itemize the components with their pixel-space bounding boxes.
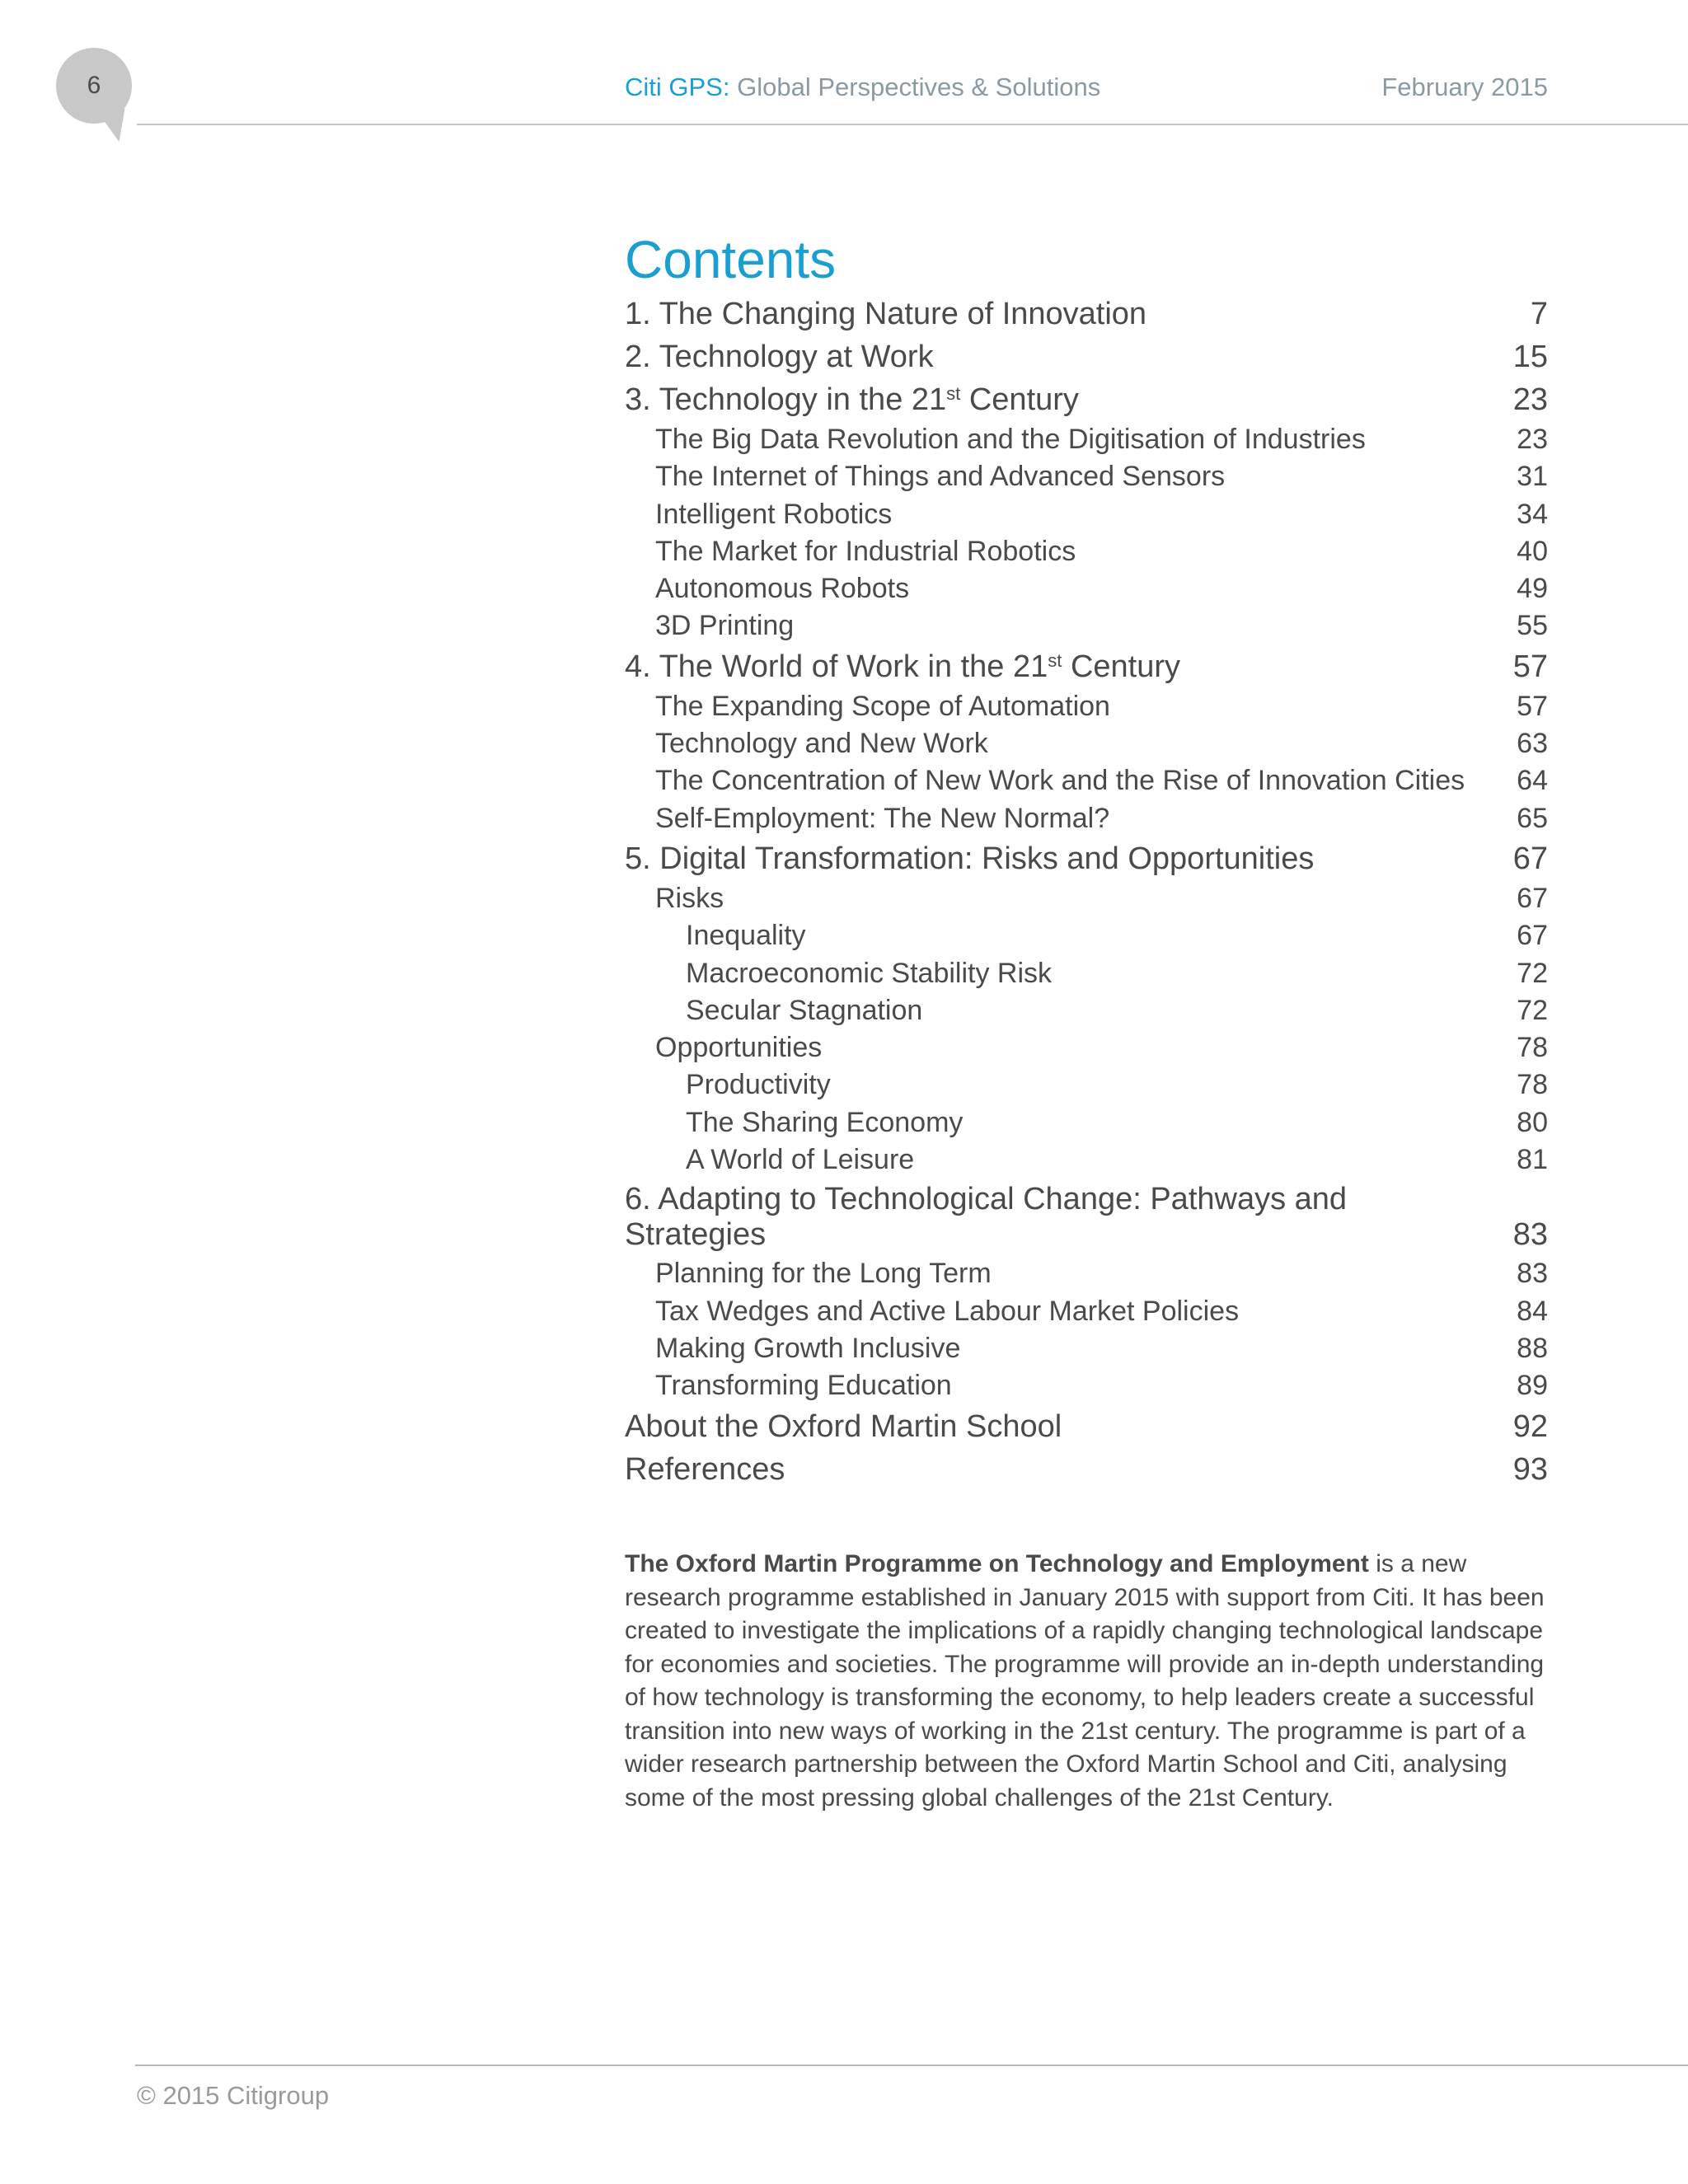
toc-entry[interactable] bbox=[625, 458, 1548, 495]
toc-entry[interactable] bbox=[625, 607, 1548, 644]
header-divider bbox=[137, 124, 1688, 125]
page-number: 6 bbox=[87, 72, 101, 99]
toc-entry-page: 31 bbox=[1517, 461, 1548, 493]
header-brand bbox=[625, 73, 1100, 102]
toc-list bbox=[625, 293, 1548, 1491]
toc-entry-title: Opportunities bbox=[655, 1032, 823, 1064]
toc-entry[interactable] bbox=[625, 421, 1548, 458]
about-lead: The Oxford Martin Programme on Technology and Employment bbox=[625, 1550, 1369, 1577]
toc-entry-page: 23 bbox=[1517, 424, 1548, 455]
toc-entry-title: References bbox=[625, 1451, 785, 1487]
toc-entry[interactable] bbox=[625, 335, 1548, 378]
toc-entry-title: About the Oxford Martin School bbox=[625, 1408, 1062, 1444]
toc-entry-title: Technology and New Work bbox=[655, 728, 988, 760]
toc-entry[interactable] bbox=[625, 880, 1548, 917]
toc-entry-page: 7 bbox=[1530, 297, 1548, 331]
about-body: is a new research programme established in January 2015 with support from Citi. It has been created to investigate the implications of a rapidly changing technological landscape for economies and societies. The programme will provide an in-depth understanding of how technology is transforming the economy, to help leaders create a successful transition into new ways of working in the 21st century. The programme is part of a wider research partnership between the Oxford Martin School and Citi, analysing some of the most pressing global challenges of the 21st Century. bbox=[625, 1550, 1545, 1811]
toc-entry-page: 81 bbox=[1517, 1144, 1548, 1176]
toc-entry-title: The Internet of Things and Advanced Sensors bbox=[655, 461, 1226, 493]
toc-entry-superscript: st bbox=[1048, 649, 1062, 671]
toc-entry-title: A World of Leisure bbox=[686, 1144, 915, 1176]
toc-entry-title: Productivity bbox=[686, 1069, 831, 1101]
toc-entry[interactable] bbox=[625, 1029, 1548, 1066]
toc-entry-page: 80 bbox=[1517, 1106, 1548, 1138]
page-number-badge bbox=[56, 48, 132, 124]
toc-entry-title-part: Century bbox=[1062, 649, 1181, 684]
toc-entry[interactable] bbox=[625, 1141, 1548, 1179]
contents-title: Contents bbox=[625, 230, 837, 289]
toc-entry[interactable] bbox=[625, 992, 1548, 1029]
toc-entry-page: 93 bbox=[1512, 1451, 1548, 1487]
toc-entry-page: 40 bbox=[1517, 535, 1548, 567]
about-paragraph bbox=[625, 1548, 1550, 1815]
toc-entry[interactable] bbox=[625, 1293, 1548, 1330]
toc-entry[interactable] bbox=[625, 570, 1548, 607]
toc-entry-title: 2. Technology at Work bbox=[625, 340, 934, 374]
toc-entry[interactable] bbox=[625, 1104, 1548, 1141]
toc-entry-title: 6. Adapting to Technological Change: Pathways and Strategies bbox=[625, 1182, 1348, 1253]
toc-entry[interactable] bbox=[625, 1405, 1548, 1448]
toc-entry[interactable] bbox=[625, 1330, 1548, 1367]
header-date: February 2015 bbox=[1381, 73, 1548, 101]
brand-tagline: Global Perspectives & Solutions bbox=[737, 73, 1101, 101]
toc-entry-title: 5. Digital Transformation: Risks and Opportunities bbox=[625, 841, 1315, 876]
toc-entry-title: Self-Employment: The New Normal? bbox=[655, 802, 1110, 834]
toc-entry[interactable] bbox=[625, 917, 1548, 954]
toc-entry-title: The Sharing Economy bbox=[686, 1106, 964, 1138]
toc-entry[interactable] bbox=[625, 837, 1548, 880]
toc-entry-title: Planning for the Long Term bbox=[655, 1258, 992, 1290]
toc-entry-page: 83 bbox=[1517, 1258, 1548, 1290]
toc-entry[interactable] bbox=[625, 688, 1548, 725]
toc-entry[interactable] bbox=[625, 293, 1548, 335]
toc-entry-page: 34 bbox=[1517, 498, 1548, 530]
table-of-contents bbox=[625, 227, 1548, 1491]
toc-entry[interactable] bbox=[625, 496, 1548, 533]
toc-entry-page: 65 bbox=[1517, 802, 1548, 834]
toc-entry-title-part: 4. The World of Work in the 21 bbox=[625, 649, 1048, 684]
toc-entry-page: 67 bbox=[1517, 882, 1548, 914]
brand-name: Citi GPS: bbox=[625, 73, 730, 101]
toc-entry[interactable] bbox=[625, 762, 1548, 799]
toc-entry[interactable] bbox=[625, 378, 1548, 421]
toc-entry[interactable] bbox=[625, 645, 1548, 688]
toc-entry-page: 88 bbox=[1517, 1332, 1548, 1364]
toc-entry-page: 55 bbox=[1517, 610, 1548, 642]
toc-entry-title: 3D Printing bbox=[655, 610, 795, 642]
toc-entry-page: 72 bbox=[1517, 994, 1548, 1026]
toc-entry-page: 57 bbox=[1517, 690, 1548, 722]
toc-entry-page: 63 bbox=[1517, 728, 1548, 760]
toc-entry-title: 1. The Changing Nature of Innovation bbox=[625, 297, 1147, 331]
toc-entry[interactable] bbox=[625, 1448, 1548, 1491]
toc-entry-title: Transforming Education bbox=[655, 1370, 952, 1402]
toc-entry[interactable] bbox=[625, 1255, 1548, 1292]
toc-entry-page: 84 bbox=[1517, 1295, 1548, 1327]
toc-entry-page: 67 bbox=[1512, 841, 1548, 876]
toc-entry-page: 49 bbox=[1517, 573, 1548, 605]
toc-entry[interactable] bbox=[625, 1367, 1548, 1404]
copyright: © 2015 Citigroup bbox=[137, 2081, 330, 2110]
toc-entry-page: 67 bbox=[1517, 920, 1548, 952]
toc-entry-title: The Big Data Revolution and the Digitisation of Industries bbox=[655, 424, 1366, 455]
toc-entry-title: The Concentration of New Work and the Rise of Innovation Cities bbox=[655, 765, 1465, 797]
toc-entry-page: 64 bbox=[1517, 765, 1548, 797]
toc-entry-page: 15 bbox=[1512, 340, 1548, 374]
toc-entry[interactable] bbox=[625, 955, 1548, 992]
toc-entry-title: Autonomous Robots bbox=[655, 573, 910, 605]
toc-entry-title: Intelligent Robotics bbox=[655, 498, 893, 530]
toc-entry[interactable] bbox=[625, 533, 1548, 570]
toc-entry-title bbox=[625, 645, 1180, 688]
toc-entry[interactable] bbox=[625, 800, 1548, 837]
toc-entry-title-part: Century bbox=[960, 382, 1079, 417]
toc-entry-title: Tax Wedges and Active Labour Market Policies bbox=[655, 1295, 1240, 1327]
toc-entry-title-part: 3. Technology in the 21 bbox=[625, 382, 947, 417]
toc-entry-page: 83 bbox=[1512, 1217, 1548, 1253]
toc-entry-page: 72 bbox=[1517, 957, 1548, 989]
toc-entry[interactable] bbox=[625, 1066, 1548, 1104]
toc-entry-title: Making Growth Inclusive bbox=[655, 1332, 961, 1364]
toc-entry-title bbox=[625, 378, 1079, 421]
toc-entry-superscript: st bbox=[946, 382, 961, 404]
toc-entry-title: The Expanding Scope of Automation bbox=[655, 690, 1110, 722]
toc-entry-page: 78 bbox=[1517, 1069, 1548, 1101]
footer-divider bbox=[135, 2064, 1688, 2066]
toc-entry-page: 92 bbox=[1512, 1408, 1548, 1444]
toc-entry-title: The Market for Industrial Robotics bbox=[655, 535, 1076, 567]
toc-entry[interactable] bbox=[625, 725, 1548, 762]
toc-entry-page: 23 bbox=[1512, 382, 1548, 417]
toc-entry-title: Secular Stagnation bbox=[686, 994, 923, 1026]
toc-entry-page: 89 bbox=[1517, 1370, 1548, 1402]
toc-entry-title: Macroeconomic Stability Risk bbox=[686, 957, 1053, 989]
toc-entry[interactable] bbox=[625, 1182, 1548, 1253]
toc-entry-title: Risks bbox=[655, 882, 724, 914]
toc-entry-page: 78 bbox=[1517, 1032, 1548, 1064]
toc-entry-title: Inequality bbox=[686, 920, 806, 952]
toc-entry-page: 57 bbox=[1512, 649, 1548, 684]
